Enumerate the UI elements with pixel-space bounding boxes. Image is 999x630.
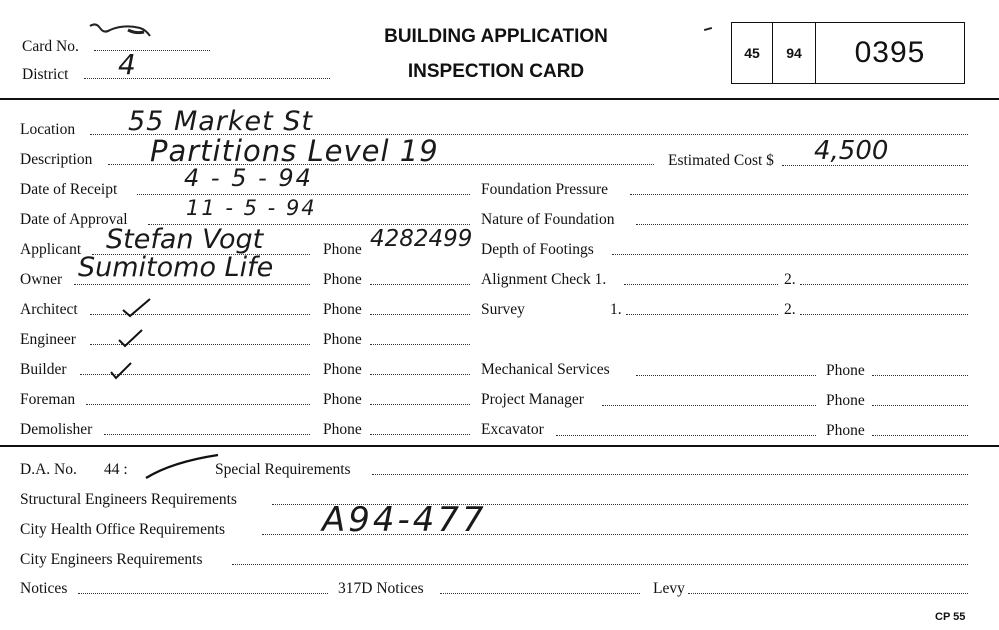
excavator-line bbox=[556, 435, 816, 436]
foundation-pressure-line bbox=[630, 194, 968, 195]
levy-line bbox=[688, 593, 968, 594]
da-label: D.A. No. bbox=[20, 461, 77, 478]
owner-phone-line bbox=[370, 284, 470, 285]
reference-box-b: 94 bbox=[773, 23, 816, 83]
nature-foundation-line bbox=[636, 224, 968, 225]
mechanical-line bbox=[636, 375, 816, 376]
demolisher-phone-label: Phone bbox=[323, 421, 362, 438]
city-engineers-line bbox=[232, 564, 968, 565]
alignment-2-label: 2. bbox=[784, 271, 796, 288]
demolisher-phone-line bbox=[370, 434, 470, 435]
foreman-phone-label: Phone bbox=[323, 391, 362, 408]
footer-code: CP 55 bbox=[935, 611, 966, 623]
survey-label: Survey bbox=[481, 301, 525, 318]
depth-footings-line bbox=[612, 254, 968, 255]
description-label: Description bbox=[20, 151, 93, 168]
demolisher-label: Demolisher bbox=[20, 421, 93, 438]
builder-tick bbox=[108, 360, 134, 382]
card-no-scribble bbox=[88, 20, 158, 44]
builder-phone-label: Phone bbox=[323, 361, 362, 378]
owner-line bbox=[74, 284, 310, 285]
survey-2-line bbox=[800, 314, 968, 315]
excavator-phone-label: Phone bbox=[826, 422, 865, 439]
alignment-1-line bbox=[624, 284, 778, 285]
builder-label: Builder bbox=[20, 361, 67, 378]
notices-line bbox=[78, 593, 328, 594]
engineer-phone-label: Phone bbox=[323, 331, 362, 348]
project-manager-line bbox=[602, 405, 816, 406]
location-label: Location bbox=[20, 121, 76, 138]
special-requirements-line bbox=[372, 474, 968, 475]
owner-phone-label: Phone bbox=[323, 271, 362, 288]
mechanical-phone-line bbox=[872, 375, 968, 376]
receipt-label: Date of Receipt bbox=[20, 181, 118, 198]
description-value: Partitions Level 19 bbox=[150, 134, 439, 168]
demolisher-line bbox=[104, 434, 310, 435]
builder-phone-line bbox=[370, 374, 470, 375]
structural-label: Structural Engineers Requirements bbox=[20, 491, 237, 508]
survey-2-label: 2. bbox=[784, 301, 796, 318]
notices-label: Notices bbox=[20, 580, 68, 597]
depth-footings-label: Depth of Footings bbox=[481, 241, 594, 258]
engineer-phone-line bbox=[370, 344, 470, 345]
stray-mark bbox=[704, 27, 712, 31]
survey-1-label: 1. bbox=[610, 301, 622, 318]
excavator-label: Excavator bbox=[481, 421, 544, 438]
foreman-line bbox=[86, 404, 310, 405]
estimated-cost-value: 4,500 bbox=[814, 136, 889, 166]
card-no-line bbox=[94, 50, 210, 51]
architect-label: Architect bbox=[20, 301, 78, 318]
alignment-label: Alignment Check 1. bbox=[481, 271, 607, 288]
engineer-tick bbox=[116, 328, 146, 350]
applicant-label: Applicant bbox=[20, 241, 82, 258]
applicant-phone-value: 4282499 bbox=[370, 226, 473, 252]
district-value: 4 bbox=[118, 48, 136, 81]
da-value: 44 : bbox=[104, 461, 128, 478]
foundation-pressure-label: Foundation Pressure bbox=[481, 181, 609, 198]
city-engineers-label: City Engineers Requirements bbox=[20, 551, 203, 568]
title-line-1: BUILDING APPLICATION bbox=[384, 26, 608, 47]
reference-box bbox=[731, 22, 965, 84]
title-line-2: INSPECTION CARD bbox=[407, 61, 585, 82]
survey-1-line bbox=[626, 314, 778, 315]
foreman-phone-line bbox=[370, 404, 470, 405]
card-no-label: Card No. bbox=[22, 38, 79, 55]
nature-foundation-label: Nature of Foundation bbox=[481, 211, 615, 228]
levy-label: Levy bbox=[653, 580, 685, 597]
health-value: A94-477 bbox=[322, 500, 487, 540]
approval-label: Date of Approval bbox=[20, 211, 128, 228]
alignment-2-line bbox=[800, 284, 968, 285]
district-label: District bbox=[22, 66, 69, 83]
project-manager-label: Project Manager bbox=[481, 391, 584, 408]
notices-317d-line bbox=[440, 593, 640, 594]
architect-phone-label: Phone bbox=[323, 301, 362, 318]
applicant-value: Stefan Vogt bbox=[106, 224, 264, 255]
header-divider bbox=[0, 98, 999, 100]
owner-label: Owner bbox=[20, 271, 63, 288]
estimated-cost-label: Estimated Cost $ bbox=[668, 152, 774, 169]
project-manager-phone-line bbox=[872, 405, 968, 406]
architect-phone-line bbox=[370, 314, 470, 315]
location-value: 55 Market St bbox=[128, 106, 314, 137]
receipt-value: 4 - 5 - 94 bbox=[184, 164, 313, 192]
excavator-phone-line bbox=[872, 435, 968, 436]
mechanical-phone-label: Phone bbox=[826, 362, 865, 379]
notices-317d-label: 317D Notices bbox=[338, 580, 424, 597]
special-requirements-label: Special Requirements bbox=[215, 461, 351, 478]
da-stroke bbox=[142, 452, 222, 482]
applicant-phone-label: Phone bbox=[323, 241, 362, 258]
reference-number: 0395 bbox=[854, 36, 926, 69]
section-divider bbox=[0, 445, 999, 447]
engineer-label: Engineer bbox=[20, 331, 76, 348]
reference-box-a: 45 bbox=[732, 23, 773, 83]
approval-value: 11 - 5 - 94 bbox=[186, 196, 317, 220]
project-manager-phone-label: Phone bbox=[826, 392, 865, 409]
owner-value: Sumitomo Life bbox=[78, 252, 274, 283]
mechanical-label: Mechanical Services bbox=[481, 361, 610, 378]
architect-tick bbox=[120, 296, 154, 320]
health-label: City Health Office Requirements bbox=[20, 521, 226, 538]
foreman-label: Foreman bbox=[20, 391, 76, 408]
receipt-line bbox=[137, 194, 470, 195]
